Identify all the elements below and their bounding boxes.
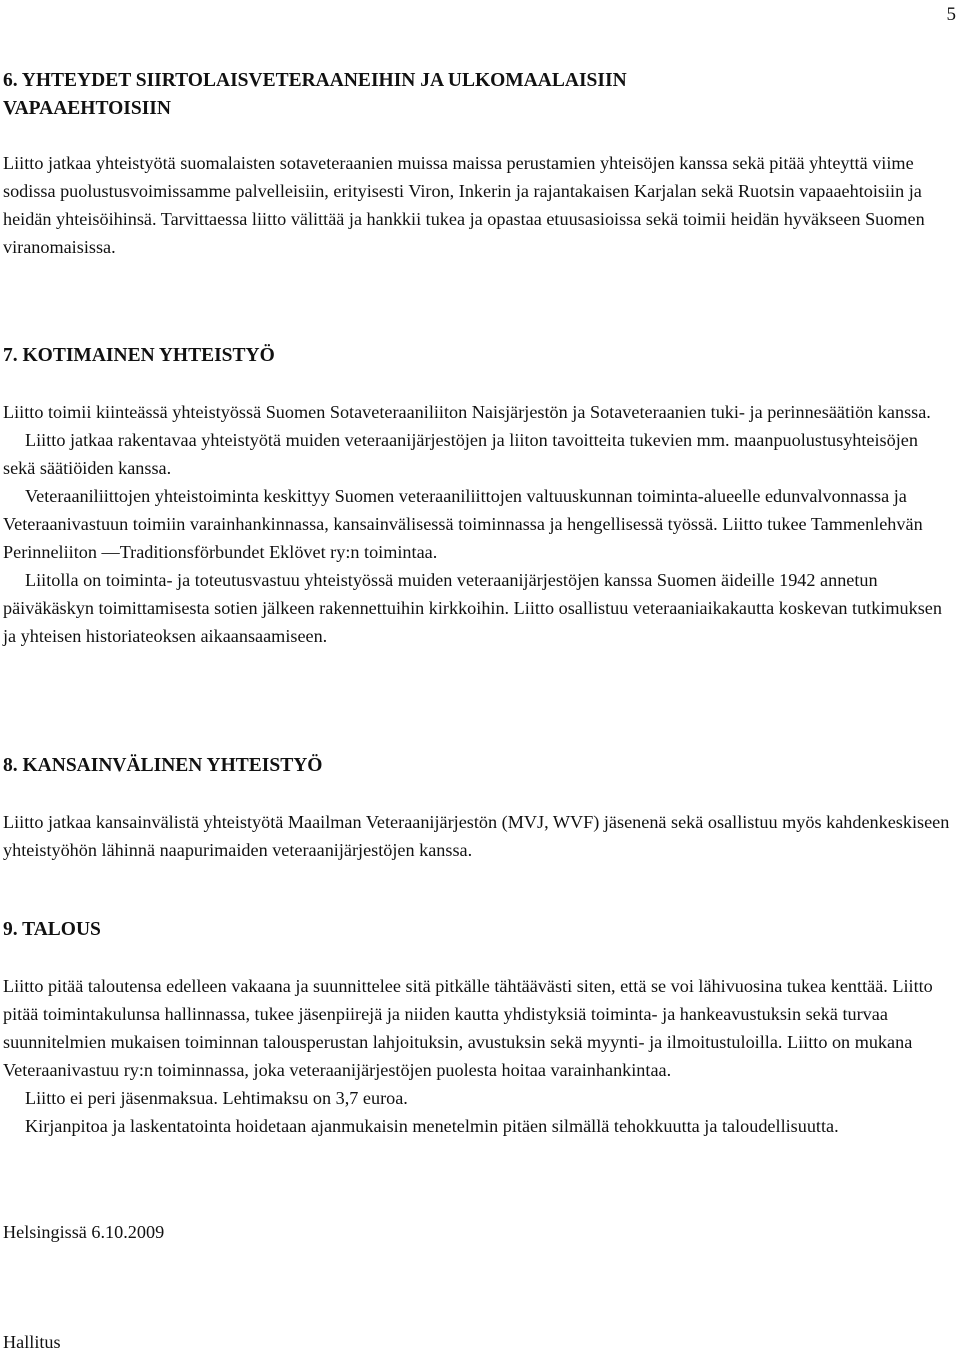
section-7-paragraph-4: Liitolla on toiminta- ja toteutusvastuu yhteistyössä muiden veteraanijärjestöjen kanssa Suomen äideille 1942 annetun päiväkäskyn toimittamisesta sotien jälkeen rakennettuihin kirkkoihin. Liitto osallistuu veteraaniaikakautta koskevan tutkimuksen ja yhteisen historiateoksen aikaansaamiseen. xyxy=(3,570,942,646)
section-7-paragraph-3: Veteraaniliittojen yhteistoiminta keskittyy Suomen veteraaniliittojen valtuuskunnan toiminta-alueelle edunvalvonnassa ja Veteraanivastuun toimiin varainhankinnassa, kansainvälisessä toiminnassa ja hengellisessä työssä. Liitto tukee Tammenlehvän Perinneliiton —Traditionsförbundet Eklövet ry:n toimintaa. xyxy=(3,486,923,562)
section-9-body xyxy=(3,972,953,1140)
section-6-paragraph: Liitto jatkaa yhteistyötä suomalaisten sotaveteraanien muissa maissa perustamien yhteisöjen kanssa sekä pitää yhteyttä viime sodissa puolustusvoimissamme palvelleisiin, erityisesti Viron, Inkerin ja rajantakaisen Karjalan sekä Ruotsin vapaaehtoisiin ja heidän yhteisöihinsä. Tarvittaessa liitto välittää ja hankkii tukea ja opastaa etuusasioissa sekä toimii heidän hyväkseen Suomen viranomaisissa. xyxy=(3,153,925,257)
section-9-paragraph-1: Liitto pitää taloutensa edelleen vakaana ja suunnittelee sitä pitkälle tähtäävästi siten, että se voi lähivuosina tukea kenttää. Liitto pitää toimintakulunsa hallinnassa, tukee jäsenpiirejä ja niiden kautta yhdistyksiä toiminta- ja hankeavustuksin sekä turvaa suunnitelmien mukaisen toiminnan talousperustan lahjoituksin, avustuksin sekä myynti- ja ilmoitustuloilla. Liitto on mukana Veteraanivastuu ry:n toiminnassa, joka veteraanijärjestöjen puolesta hoitaa varainhankintaa. xyxy=(3,976,933,1080)
section-7-body xyxy=(3,398,953,650)
section-7-paragraph-2: Liitto jatkaa rakentavaa yhteistyötä muiden veteraanijärjestöjen ja liiton tavoitteita tukevien mm. maanpuolustusyhteisöjen sekä säätiöiden kanssa. xyxy=(3,430,918,478)
section-8-heading: 8. KANSAINVÄLINEN YHTEISTYÖ xyxy=(3,755,323,776)
page-number: 5 xyxy=(946,4,956,25)
section-9-paragraph-3: Kirjanpitoa ja laskentatointa hoidetaan ajanmukaisin menetelmin pitäen silmällä tehokkuutta ja taloudellisuutta. xyxy=(25,1116,839,1136)
section-6-heading xyxy=(3,67,953,123)
section-6-heading-line-1: 6. YHTEYDET SIIRTOLAISVETERAANEIHIN JA ULKOMAALAISIIN xyxy=(3,70,627,91)
place-and-date: Helsingissä 6.10.2009 xyxy=(3,1222,165,1242)
signature: Hallitus xyxy=(3,1332,61,1352)
section-8-body xyxy=(3,808,953,864)
section-7-heading: 7. KOTIMAINEN YHTEISTYÖ xyxy=(3,345,275,366)
section-9-paragraph-2: Liitto ei peri jäsenmaksua. Lehtimaksu on 3,7 euroa. xyxy=(25,1088,408,1108)
section-9-heading: 9. TALOUS xyxy=(3,919,101,940)
section-8-paragraph: Liitto jatkaa kansainvälistä yhteistyötä Maailman Veteraanijärjestön (MVJ, WVF) jäsenenä sekä osallistuu myös kahdenkeskiseen yhteistyöhön lähinnä naapurimaiden veteraanijärjestöjen kanssa. xyxy=(3,812,950,860)
section-6-body xyxy=(3,149,953,261)
section-7-paragraph-1: Liitto toimii kiinteässä yhteistyössä Suomen Sotaveteraaniliiton Naisjärjestön ja Sotaveteraanien tuki- ja perinnesäätiön kanssa. xyxy=(3,402,931,422)
section-6-heading-line-2: VAPAAEHTOISIIN xyxy=(3,98,171,119)
